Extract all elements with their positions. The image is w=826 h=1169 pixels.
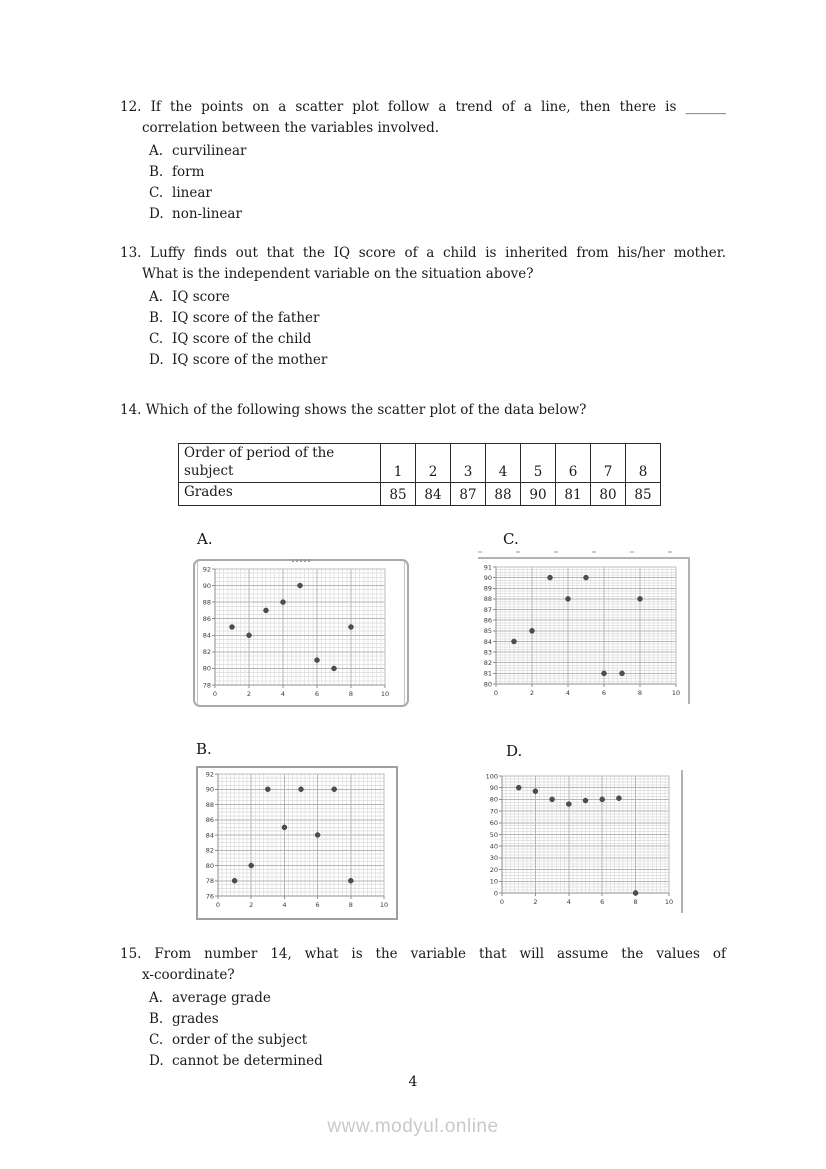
option-15-c — [120, 1030, 726, 1051]
svg-text:2: 2 — [529, 689, 535, 697]
option-12-a — [120, 141, 726, 162]
svg-text:70: 70 — [489, 807, 498, 816]
option-text: IQ score — [172, 289, 230, 305]
svg-text:50: 50 — [489, 830, 498, 839]
svg-text:84: 84 — [483, 637, 492, 646]
svg-text:10: 10 — [379, 901, 389, 909]
svg-text:78: 78 — [202, 681, 211, 690]
option-13-b — [120, 308, 726, 329]
scatter-plot-d — [478, 770, 683, 913]
option-text: IQ score of the mother — [172, 352, 328, 368]
svg-text:8: 8 — [637, 689, 643, 697]
table-cell: 5 — [521, 444, 556, 483]
table-cell: 90 — [521, 483, 556, 506]
svg-text:0: 0 — [215, 901, 221, 909]
question-14 — [120, 400, 726, 421]
svg-text:92: 92 — [202, 565, 211, 574]
option-12-b — [120, 162, 726, 183]
svg-text:88: 88 — [205, 800, 214, 809]
svg-text:8: 8 — [348, 901, 353, 909]
option-13-d — [120, 350, 726, 371]
page-number: 4 — [408, 1074, 418, 1090]
option-text: order of the subject — [172, 1032, 308, 1048]
question-15-number: 15. — [120, 946, 142, 962]
table-row-grades — [179, 483, 661, 506]
data-table — [178, 443, 661, 506]
option-text: curvilinear — [172, 143, 247, 159]
question-15-options — [120, 988, 726, 1072]
option-text: linear — [172, 185, 212, 201]
option-text: cannot be determined — [172, 1053, 323, 1069]
table-cell: 2 — [416, 444, 451, 483]
svg-text:60: 60 — [489, 819, 498, 828]
question-12-text: If the points on a scatter plot follow a trend of a line, then there is ______ — [150, 99, 726, 115]
svg-text:4: 4 — [280, 690, 286, 698]
svg-text:91: 91 — [483, 563, 492, 572]
chart-label-b: B. — [196, 740, 212, 758]
table-label-line1: Order of period of the — [184, 445, 335, 461]
option-text: non-linear — [172, 206, 242, 222]
table-cell-label — [179, 444, 381, 483]
question-13-line2: What is the independent variable on the situation above? — [142, 266, 534, 282]
option-13-a — [120, 287, 726, 308]
svg-text:0: 0 — [493, 689, 499, 697]
svg-text:87: 87 — [483, 605, 492, 614]
question-13-line1 — [120, 243, 726, 264]
question-13-options — [120, 287, 726, 371]
question-13-number: 13. — [120, 245, 142, 261]
option-letter: D. — [149, 206, 164, 222]
option-letter: A. — [149, 143, 164, 159]
question-15 — [120, 944, 726, 1072]
option-letter: C. — [149, 331, 164, 347]
svg-text:100: 100 — [485, 772, 498, 781]
table-cell: 3 — [451, 444, 486, 483]
option-text: IQ score of the child — [172, 331, 312, 347]
option-15-b — [120, 1009, 726, 1030]
option-letter: B. — [149, 310, 164, 326]
question-12-line2: correlation between the variables involved. — [142, 120, 440, 136]
chart-label-a: A. — [197, 530, 213, 548]
svg-text:86: 86 — [483, 616, 492, 625]
svg-text:90: 90 — [202, 581, 211, 590]
svg-text:90: 90 — [489, 784, 498, 792]
svg-text:85: 85 — [483, 627, 492, 636]
option-letter: D. — [149, 352, 164, 368]
table-cell: 85 — [381, 483, 416, 506]
option-letter: B. — [149, 164, 164, 180]
svg-text:89: 89 — [483, 584, 492, 593]
chart-label-d: D. — [506, 742, 523, 760]
scatter-plot-c — [478, 557, 690, 704]
svg-text:82: 82 — [202, 648, 211, 657]
svg-text:86: 86 — [205, 816, 214, 825]
question-13 — [120, 243, 726, 371]
question-15-line2: x-coordinate? — [142, 967, 235, 983]
svg-text:80: 80 — [489, 795, 498, 804]
svg-text:90: 90 — [205, 785, 214, 794]
svg-text:6: 6 — [315, 901, 320, 909]
table-cell: 87 — [451, 483, 486, 506]
option-letter: A. — [149, 289, 164, 305]
question-12-line1 — [120, 97, 726, 118]
svg-text:76: 76 — [205, 892, 214, 901]
svg-text:4: 4 — [282, 901, 287, 909]
svg-text:20: 20 — [489, 865, 498, 874]
option-text: average grade — [172, 990, 271, 1006]
svg-text:92: 92 — [205, 770, 214, 779]
svg-text:88: 88 — [202, 598, 211, 607]
table-cell: 8 — [626, 444, 661, 483]
svg-text:80: 80 — [483, 680, 492, 689]
svg-text:10: 10 — [489, 877, 498, 886]
option-letter: A. — [149, 990, 164, 1006]
question-12 — [120, 97, 726, 225]
option-letter: D. — [149, 1053, 164, 1069]
option-text: grades — [172, 1011, 219, 1027]
table-cell: 1 — [381, 444, 416, 483]
scatter-plot-a — [193, 559, 409, 707]
svg-text:6: 6 — [314, 690, 320, 698]
svg-text:82: 82 — [483, 659, 492, 668]
question-15-text: From number 14, what is the variable that will assume the values of — [154, 946, 726, 962]
table-label-line2: subject — [184, 463, 234, 479]
option-letter: C. — [149, 1032, 164, 1048]
svg-text:4: 4 — [566, 898, 571, 906]
table-cell: 81 — [556, 483, 591, 506]
svg-text:10: 10 — [380, 690, 390, 698]
table-cell: 80 — [591, 483, 626, 506]
svg-text:40: 40 — [489, 842, 498, 851]
table-cell: 6 — [556, 444, 591, 483]
option-letter: C. — [149, 185, 164, 201]
table-cell: 88 — [486, 483, 521, 506]
svg-text:82: 82 — [205, 846, 214, 855]
svg-text:10: 10 — [664, 898, 674, 906]
svg-text:30: 30 — [489, 854, 498, 863]
svg-text:2: 2 — [246, 690, 252, 698]
svg-text:83: 83 — [483, 648, 492, 657]
svg-text:84: 84 — [202, 631, 211, 640]
question-12-number: 12. — [120, 99, 142, 115]
svg-text:8: 8 — [633, 898, 638, 906]
option-15-a — [120, 988, 726, 1009]
option-12-d — [120, 204, 726, 225]
svg-text:0: 0 — [499, 898, 505, 906]
question-14-line1 — [120, 400, 726, 421]
svg-text:10: 10 — [671, 689, 681, 697]
watermark: www.modyul.online — [327, 1116, 499, 1137]
svg-text:2: 2 — [533, 898, 538, 906]
svg-text:86: 86 — [202, 615, 211, 624]
question-12-options — [120, 141, 726, 225]
question-15-line1 — [120, 944, 726, 965]
question-13-text: Luffy finds out that the IQ score of a child is inherited from his/her mother. — [150, 245, 726, 261]
svg-text:84: 84 — [205, 831, 214, 840]
svg-text:88: 88 — [483, 595, 492, 604]
option-12-c — [120, 183, 726, 204]
svg-text:78: 78 — [205, 877, 214, 886]
chart-label-c: C. — [503, 530, 519, 548]
svg-text:80: 80 — [205, 861, 214, 870]
scatter-plot-b — [196, 766, 398, 920]
svg-text:6: 6 — [601, 689, 607, 697]
table-cell-label: Grades — [179, 483, 381, 506]
svg-text:0: 0 — [493, 889, 498, 898]
table-cell: 85 — [626, 483, 661, 506]
table-cell: 84 — [416, 483, 451, 506]
option-15-d — [120, 1051, 726, 1072]
svg-text:2: 2 — [249, 901, 254, 909]
question-14-text: Which of the following shows the scatter plot of the data below? — [145, 402, 587, 418]
svg-text:0: 0 — [212, 690, 218, 698]
table-cell: 4 — [486, 444, 521, 483]
option-text: IQ score of the father — [172, 310, 320, 326]
svg-text:8: 8 — [348, 690, 354, 698]
svg-text:81: 81 — [483, 669, 492, 678]
option-letter: B. — [149, 1011, 164, 1027]
option-text: form — [172, 164, 205, 180]
svg-text:4: 4 — [565, 689, 571, 697]
svg-text:6: 6 — [600, 898, 605, 906]
table-row-periods — [179, 444, 661, 483]
question-14-number: 14. — [120, 402, 142, 418]
svg-text:90: 90 — [483, 573, 492, 582]
table-cell: 7 — [591, 444, 626, 483]
svg-text:80: 80 — [202, 664, 211, 673]
option-13-c — [120, 329, 726, 350]
